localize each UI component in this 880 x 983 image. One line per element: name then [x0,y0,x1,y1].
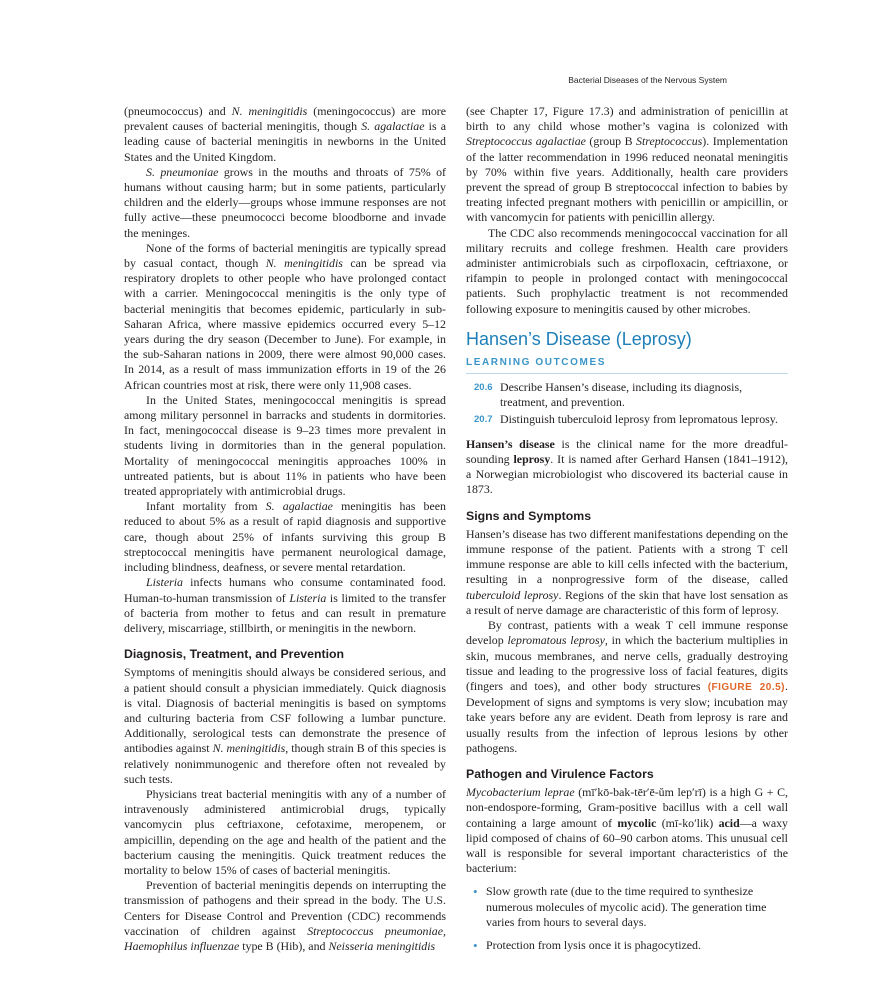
paragraph: The CDC also recommends meningococcal vaccination for all military recruits and college freshmen. Health care providers administer antimicrobials such as cirpofloxacin, ceftriaxone, or rifampin to people in prolonged contact with meningococcal patients. Such prophylactic treatment is not recommended following exposure to meningitis caused by other microbes. [466,225,788,316]
paragraph: Hansen’s disease is the clinical name for the more dreadful-sounding leprosy. It is named after Gerhard Hansen (1841–1912), a Norwegian microbiologist who discovered its bacterial cause in 1873. [466,436,789,497]
left-column [124,104,446,954]
paragraph: Mycobacterium leprae (mī′kō-bak-tēr′ē-ŭm lep′rī) is a high G + C, non-endospore-forming, Gram-positive bacillus with a cell wall containing a large amount of mycolic (mī-ko′lik) acid—a waxy lipid composed of chains of 60–90 carbon atoms. This unusual cell wall is responsible for several important characteristics of the bacterium: [466,785,789,876]
heading-signs-and-symptoms: Signs and Symptoms [466,508,592,523]
running-head: Bacterial Diseases of the Nervous System [568,75,727,85]
list-item [466,884,788,930]
list-item-text: Protection from lysis once it is phagocytized. [486,937,701,952]
bullet-list [466,884,788,953]
paragraph: None of the forms of bacterial meningitis are typically spread by casual contact, though N. meningitidis can be spread via respiratory droplets to other people who have prolonged contact with a carrier. Meningococcal meningitis is the only type of bacterial meningitis that becomes epidemic, particularly in sub-Saharan Africa, where massive epidemics occurred every 5–12 years during the dry season (December to June). For example, in the sub-Saharan nations in 2009, there were almost 90,000 cases. In 2014, as a result of mass immunization efforts in 19 of the 26 African countries most at risk, there were only 11,908 cases. [124,240,446,392]
figure-reference-link[interactable]: (FIGURE 20.5) [707,681,786,693]
bullet-icon: • [473,884,478,900]
heading-pathogen-virulence: Pathogen and Virulence Factors [466,766,654,781]
paragraph: Hansen’s disease has two different manifestations depending on the immune response of the patient. Patients with a strong T cell immune response are able to kill cells infected with the bacterium, resulting in a nonprogressive form of the disease, called tuberculoid leprosy. Regions of the skin that have lost sensation as a result of nerve damage are characteristic of this form of leprosy. [466,526,788,617]
paragraph: (pneumococcus) and N. meningitidis (meningococcus) are more prevalent causes of bacterial meningitis, though S. agalactiae is a leading cause of bacterial meningitis in newborns in the United States and the United Kingdom. [124,104,446,164]
learning-outcome-item [466,412,788,427]
paragraph: Listeria infects humans who consume contaminated food. Human-to-human transmission of Listeria is limited to the transfer of bacteria from mother to fetus and can result in premature delivery, miscarriage, stillbirth, or meningitis in the newborn. [124,575,446,635]
paragraph: Symptoms of meningitis should always be considered serious, and a patient should consult a physician immediately. Quick diagnosis is vital. Diagnosis of bacterial meningitis is based on symptoms and culturing bacteria from CSF following a lumbar puncture. Additionally, serological tests can demonstrate the presence of antibodies against N. meningitidis, though strain B of this species is relatively nonimmunogenic and therefore often not revealed by such tests. [124,665,446,786]
paragraph: Prevention of bacterial meningitis depends on interrupting the transmission of pathogens and their spread in the body. The U.S. Centers for Disease Control and Prevention (CDC) recommends vaccination of children against Streptococcus pneumoniae, Haemophilus influenzae type B (Hib), and Neisseria meningitidis [124,878,446,953]
section-title: Hansen’s Disease (Leprosy) [466,328,692,349]
right-column [466,104,788,961]
paragraph: By contrast, patients with a weak T cell immune response develop lepromatous leprosy, in which the bacterium multiplies in skin, mucous membranes, and nerve cells, gradually destroying tissue and leading to the progressive loss of facial features, digits (fingers and toes), and other body structures (FIGURE 20.5). Development of signs and symptoms is very slow; incubation may take years before any are evident. Death from leprosy is rare and usually results from the infection of leprous lesions by other pathogens. [466,618,788,755]
heading-diagnosis-treatment-prevention: Diagnosis, Treatment, and Prevention [124,647,345,662]
outcome-number: 20.6 [474,382,493,394]
list-item [466,938,788,953]
learning-outcomes-list [466,380,788,427]
outcome-text: Describe Hansen’s disease, including its diagnosis, treatment, and prevention. [500,380,743,410]
paragraph: (see Chapter 17, Figure 17.3) and administration of penicillin at birth to any child whose mother’s vagina is colonized with Streptococcus agalactiae (group B Streptococcus). Implementation of the latter recommendation in 1996 reduced neonatal meningitis by 70% within five years. Additionally, health care providers prevent the spread of group B streptococcal infection to babies by treating infected pregnant mothers with penicillin or ampicillin, or with vancomycin for patients with penicillin allergy. [466,104,788,225]
paragraph: S. pneumoniae grows in the mouths and throats of 75% of humans without causing harm; but in some patients, particularly children and the elderly—groups whose immune responses are not fully active—these pneumococci become bloodborne and invade the meninges. [124,164,446,240]
outcome-number: 20.7 [474,413,493,425]
paragraph: Infant mortality from S. agalactiae meningitis has been reduced to about 5% as a result of rapid diagnosis and supportive care, though about 25% of infants surviving this group B streptococcal meningitis have permanent neurological damage, including blindness, deafness, or severe mental retardation. [124,499,447,575]
paragraph: In the United States, meningococcal meningitis is spread among military personnel in barracks and students in dormitories. In fact, meningococcal disease is 9–23 times more prevalent in students living in dormitories than in the general population. Mortality of meningococcal meningitis approaches 100% in untreated patients, but is about 11% in patients who have been treated appropriately with antimicrobial drugs. [124,392,446,499]
learning-outcomes-heading: LEARNING OUTCOMES [466,355,788,374]
outcome-text: Distinguish tuberculoid leprosy from lepromatous leprosy. [500,411,778,426]
learning-outcome-item [466,380,788,410]
paragraph: Physicians treat bacterial meningitis with any of a number of intravenously administered antimicrobial drugs, typically vancomycin plus ceftriaxone, cefotaxime, meropenem, or ampicillin, depending on the age and health of the patient and the bacterium causing the meningitis. Quick treatment reduces the mortality to below 15% of cases of bacterial meningitis. [124,786,446,877]
list-item-text: Slow growth rate (due to the time required to synthesize numerous molecules of mycolic acid). The generation time varies from hours to several days. [486,884,767,929]
bullet-icon: • [473,937,478,953]
